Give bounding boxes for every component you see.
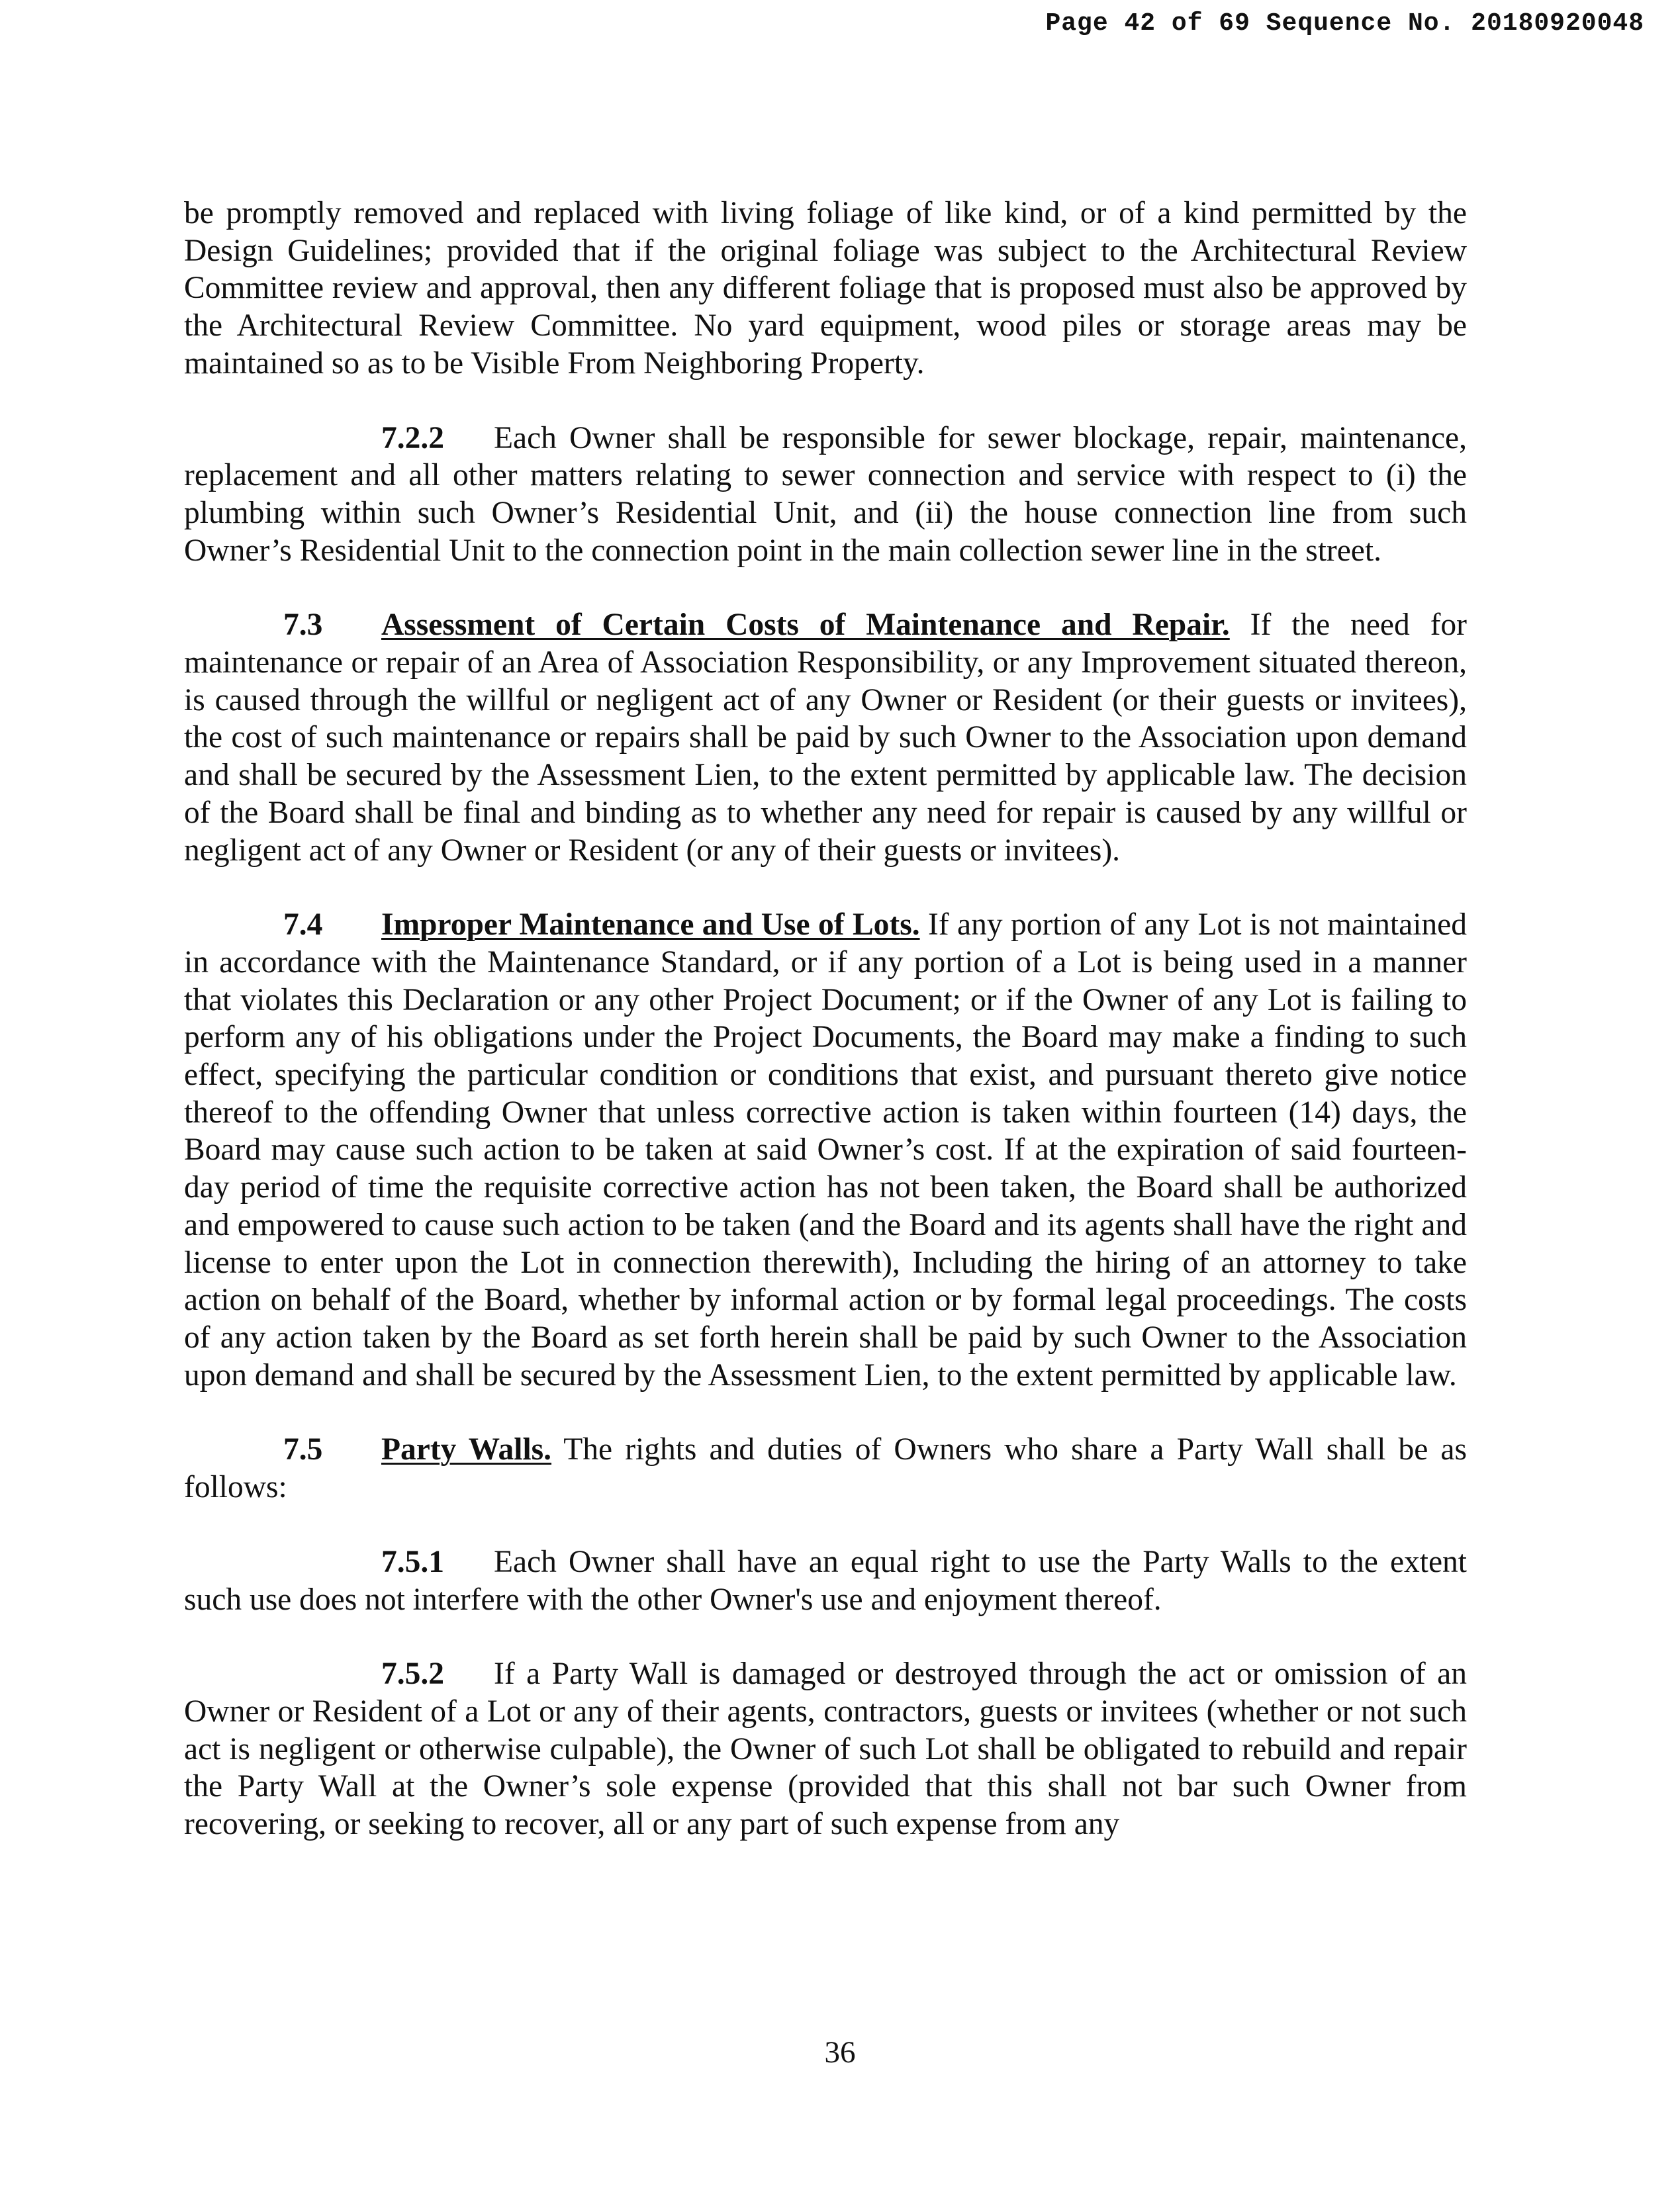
section-text: If a Party Wall is damaged or destroyed through the act or omission of an Owner or Resident of a Lot or any of their agents, contractors, guests or invitees (whether or not such act is negligent or otherwise culpable), the Owner of such Lot shall be obligated to rebuild and repair the Party Wall at the Owner’s sole expense (provided that this shall not bar such Owner from recovering, or seeking to recover, all or any part of such expense from any: [184, 1657, 1467, 1842]
section-text: If the need for maintenance or repair of an Area of Association Responsibility, or any Improvement situated thereon, is caused through the willful or negligent act of any Owner or Resident (or their guests or invitees), the cost of such maintenance or repairs shall be paid by such Owner to the Association upon demand and shall be secured by the Assessment Lien, to the extent permitted by applicable law. The decision of the Board shall be final and binding as to whether any need for repair is caused by any willful or negligent act of any Owner or Resident (or any of their guests or invitees).: [184, 608, 1467, 868]
section-heading: Assessment of Certain Costs of Maintenance and Repair.: [381, 608, 1230, 643]
page-header: Page 42 of 69 Sequence No. 20180920048: [1045, 9, 1644, 38]
section-number: 7.2.2: [381, 420, 444, 455]
paragraph-text: be promptly removed and replaced with living foliage of like kind, or of a kind permitted by the Design Guidelines; provided that if the original foliage was subject to the Architectural Review Committee review and approval, then any different foliage that is proposed must also be approved by the Architectural Review Committee. No yard equipment, wood piles or storage areas may be maintained so as to be Visible From Neighboring Property.: [184, 196, 1467, 381]
section-text: Each Owner shall have an equal right to use the Party Walls to the extent such use does not interfere with the other Owner's use and enjoyment thereof.: [184, 1544, 1467, 1617]
section-text: Each Owner shall be responsible for sewer blockage, repair, maintenance, replacement and all other matters relating to sewer connection and service with respect to (i) the plumbing within such Owner’s Residential Unit, and (ii) the house connection line from such Owner’s Residential Unit to the connection point in the main collection sewer line in the street.: [184, 420, 1467, 568]
section-7-3: [184, 606, 1467, 869]
section-text: If any portion of any Lot is not maintained in accordance with the Maintenance Standard, or if any portion of a Lot is being used in a manner that violates this Declaration or any other Project Document; or if the Owner of any Lot is failing to perform any of his obligations under the Project Documents, the Board may make a finding to such effect, specifying the particular condition or conditions that exist, and pursuant thereto give notice thereof to the offending Owner that unless corrective action is taken within fourteen (14) days, the Board may cause such action to be taken at said Owner’s cost. If at the expiration of said fourteen-day period of time the requisite corrective action has not been taken, the Board shall be authorized and empowered to cause such action to be taken (and the Board and its agents shall have the right and license to enter upon the Lot in connection therewith), Including the hiring of an attorney to take action on behalf of the Board, whether by informal action or by formal legal proceedings. The costs of any action taken by the Board as set forth herein shall be paid by such Owner to the Association upon demand and shall be secured by the Assessment Lien, to the extent permitted by applicable law.: [184, 907, 1467, 1393]
section-heading: Party Walls.: [381, 1432, 552, 1467]
page-number: 36: [824, 2035, 856, 2070]
section-number: 7.5: [283, 1432, 323, 1467]
section-7-5-1: [184, 1543, 1467, 1618]
section-number: 7.5.2: [381, 1657, 444, 1692]
section-7-2-2: [184, 420, 1467, 570]
section-number: 7.3: [283, 608, 323, 643]
section-text: The rights and duties of Owners who share a Party Wall shall be as follows:: [184, 1432, 1468, 1505]
section-7-5-2: [184, 1655, 1467, 1843]
paragraph-continuation: [184, 195, 1467, 383]
section-7-5: [184, 1431, 1467, 1506]
section-number: 7.5.1: [381, 1544, 444, 1579]
document-body: [184, 195, 1467, 1843]
section-number: 7.4: [283, 907, 323, 942]
section-7-4: [184, 906, 1467, 1394]
section-heading: Improper Maintenance and Use of Lots.: [381, 907, 920, 942]
